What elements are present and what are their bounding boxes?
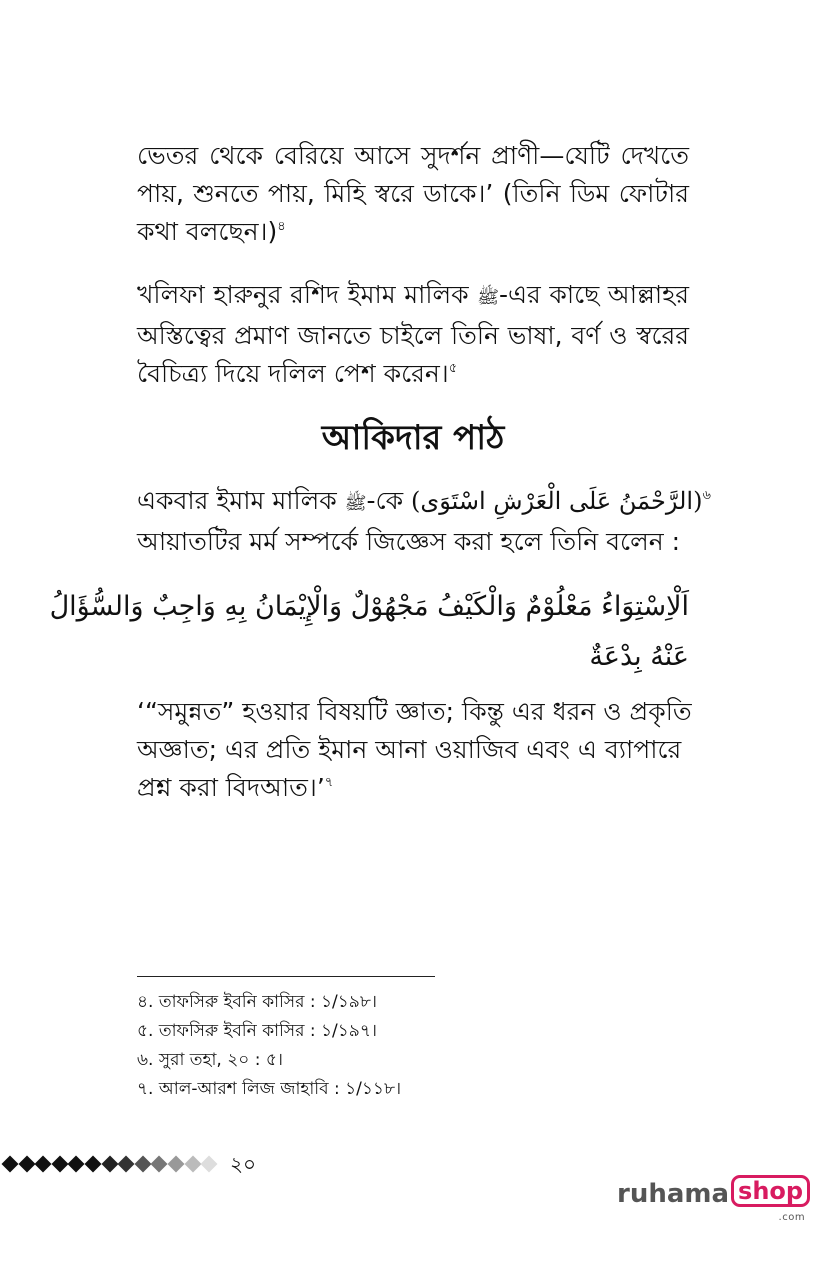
- page-number: ২০: [230, 1152, 257, 1176]
- paragraph-text: খলিফা হারুনুর রশিদ ইমাম মালিক: [137, 280, 478, 309]
- footnote-ref[interactable]: ৭: [324, 775, 334, 790]
- diamond-ornament-8: [118, 1156, 135, 1173]
- paragraph-text: -এর কাছে আল্লাহর: [498, 280, 689, 309]
- arabic-line: اَلْاِسْتِوَاءُ مَعْلُوْمٌ وَالْكَيْفُ مَجْهُوْلٌ وَالْإِيْمَانُ بِهِ وَاجِبٌ وَالسُّؤَالُ: [49, 591, 689, 622]
- logo-brand-text: ruhama: [617, 1179, 730, 1209]
- diamond-ornament-10: [151, 1156, 168, 1173]
- logo-shop-text: shop: [738, 1177, 804, 1205]
- paragraph-line: পায়, শুনতে পায়, মিহি স্বরে ডাকে।’ (তিনি ডিম ফোটার: [137, 179, 689, 208]
- paragraph-line: [137, 213, 689, 251]
- paragraph-line: [137, 355, 689, 393]
- paragraph-text: -কে: [366, 486, 412, 515]
- diamond-ornament-3: [35, 1156, 52, 1173]
- diamond-ornament-6: [84, 1156, 101, 1173]
- paragraph-text: একবার ইমাম মালিক: [137, 486, 345, 515]
- paragraph-line: [137, 276, 689, 317]
- paragraph-line: [137, 482, 711, 523]
- arabic-quote: [49, 582, 689, 682]
- quran-verse: (الرَّحْمَنُ عَلَى الْعَرْشِ اسْتَوَى): [411, 487, 703, 515]
- paragraph-line: ‘“সমুন্নত” হওয়ার বিষয়টি জ্ঞাত; কিন্তু এর ধরন ও প্রকৃতি: [137, 697, 692, 726]
- diamond-ornament-9: [134, 1156, 151, 1173]
- diamond-ornament-4: [51, 1156, 68, 1173]
- footnote-item: ৬. সুরা তহা, ২০ : ৫।: [137, 1050, 283, 1070]
- diamond-ornament-13: [201, 1156, 218, 1173]
- diamond-ornament-1: [2, 1156, 19, 1173]
- diamond-ornament-7: [101, 1156, 118, 1173]
- diamond-ornament-12: [184, 1156, 201, 1173]
- section-heading: আকিদার পাঠ: [321, 418, 505, 458]
- publisher-logo: [617, 1175, 810, 1225]
- paragraph-line: আয়াতটির মর্ম সম্পর্কে জিজ্ঞেস করা হলে তিনি বলেন :: [137, 527, 680, 556]
- footnote-divider: [137, 976, 435, 977]
- paragraph-text: প্রশ্ন করা বিদআত।’: [137, 773, 325, 802]
- footnote-item: ৫. তাফসিরু ইবনি কাসির : ১/১৯৭।: [137, 1021, 377, 1041]
- honorific-symbol: ﷺ: [344, 493, 367, 514]
- footnote-ref[interactable]: ৪: [277, 219, 286, 234]
- footnote-list: [137, 988, 537, 1104]
- paragraph-text: বৈচিত্র্য দিয়ে দলিল পেশ করেন।: [137, 359, 449, 388]
- diamond-ornament-11: [167, 1156, 184, 1173]
- arabic-line: عَنْهُ بِدْعَةٌ: [589, 641, 689, 672]
- paragraph-translation: [137, 693, 692, 807]
- footnote-ref[interactable]: ৫: [448, 361, 458, 376]
- diamond-ornament-5: [68, 1156, 85, 1173]
- footnote-item: ৭. আল-আরশ লিজ জাহাবি : ১/১১৮।: [137, 1079, 402, 1099]
- paragraph-harun-rashid: [137, 276, 689, 393]
- paragraph-line-text: কথা বলছেন।): [137, 217, 278, 246]
- logo-domain-suffix: .com: [778, 1212, 806, 1223]
- folio-diamond-ornament: [0, 1152, 220, 1176]
- honorific-symbol: ﷺ: [477, 287, 499, 308]
- logo-shop-badge: [731, 1175, 810, 1223]
- paragraph-line: অজ্ঞাত; এর প্রতি ইমান আনা ওয়াজিব এবং এ ব্যাপারে: [137, 735, 682, 764]
- footnote-ref[interactable]: ৬: [702, 488, 711, 503]
- paragraph-line: [137, 769, 689, 807]
- paragraph-imam-malik: [137, 482, 711, 561]
- paragraph-hatching: [137, 137, 689, 251]
- paragraph-line: অস্তিত্বের প্রমাণ জানতে চাইলে তিনি ভাষা, বর্ণ ও স্বরের: [137, 321, 689, 350]
- diamond-ornament-2: [18, 1156, 35, 1173]
- paragraph-line: ভেতর থেকে বেরিয়ে আসে সুদর্শন প্রাণী—যেটি দেখতে: [137, 141, 689, 170]
- footnote-item: ৪. তাফসিরু ইবনি কাসির : ১/১৯৮।: [137, 992, 377, 1012]
